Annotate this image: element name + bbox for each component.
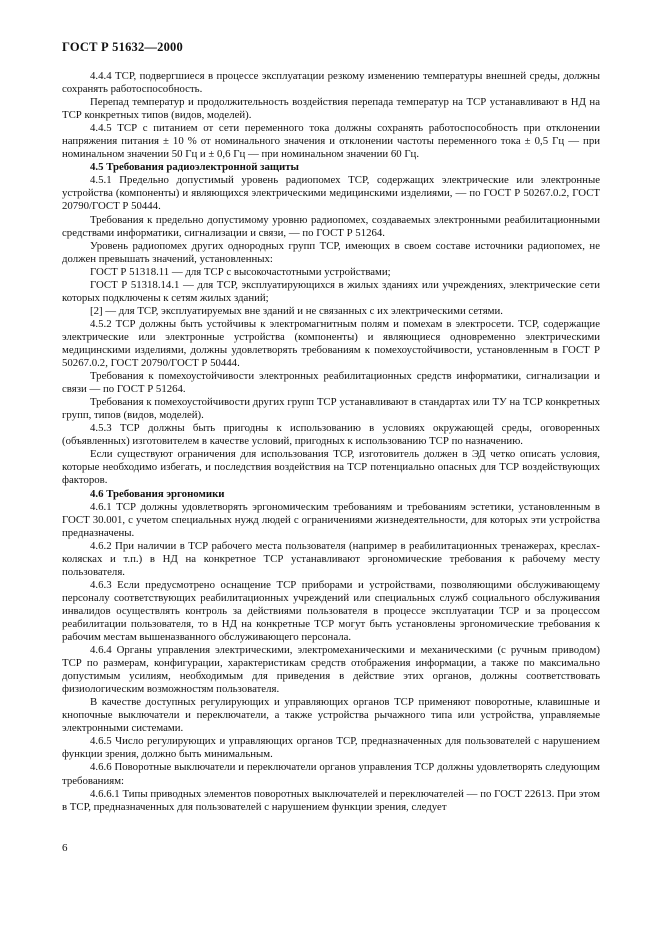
page-number: 6 xyxy=(62,842,68,854)
paragraph: ГОСТ Р 51318.11 — для ТСР с высокочастотными устройствами; xyxy=(90,265,391,278)
paragraph: 4.6.6 Поворотные выключатели и переключатели органов управления ТСР должны удовлетворять следующим требованиям: xyxy=(62,761,600,787)
paragraph: Уровень радиопомех других однородных групп ТСР, имеющих в своем составе источники радиопомех, не должен превышать значений, установленных: xyxy=(62,239,600,265)
paragraph: 4.5.1 Предельно допустимый уровень радиопомех ТСР, содержащих электрические или электронные устройства (компоненты) и являющихся электрическими медицинскими изделиями, — по ГОСТ Р 50267.0.2, ГОСТ 20790/ГОСТ Р 50444. xyxy=(62,174,600,213)
paragraph: Если существуют ограничения для использования ТСР, изготовитель должен в ЭД четко описать условия, которые необходимо избегать, и последствия воздействия на ТСР потенциально опасных для ТСР воздействующих факторов. xyxy=(62,448,600,487)
paragraph: Требования к помехоустойчивости других групп ТСР устанавливают в стандартах или ТУ на ТСР конкретных групп, типов (видов, моделей). xyxy=(62,396,600,422)
paragraph: [2] — для ТСР, эксплуатируемых вне зданий и не связанных с их электрическими сетями. xyxy=(90,304,503,317)
paragraph: 4.6.4 Органы управления электрическими, электромеханическими и механическими (с ручным приводом) ТСР по размерам, конфигурации, характеристикам средств отображения информации, а также по максимально допустимым усилиям, необходимым для приведения в действие этих органов, должны соответствовать физиологическим возможностям пользователя. xyxy=(62,644,600,696)
paragraph: 4.6.3 Если предусмотрено оснащение ТСР приборами и устройствами, позволяющими обслуживающему персоналу соответствующих реабилитационных учреждений или специальных служб социального обслуживания инвалидов осуществлять контроль за действиями пользователя в процессе эксплуатации ТСР и за процессом реабилитации пользователя, то в НД на конкретные ТСР могут быть установлены эргономические требования к рабочим местам вышеназванного обслуживающего персонала. xyxy=(62,578,600,644)
paragraph: В качестве доступных регулирующих и управляющих органов ТСР применяют поворотные, клавишные и кнопочные выключатели и переключатели, а также устройства рычажного типа или устройства, управляемые электронными системами. xyxy=(62,696,600,735)
paragraph: 4.6.5 Число регулирующих и управляющих органов ТСР, предназначенных для пользователей с нарушением функции зрения, должно быть минимальным. xyxy=(62,735,600,761)
paragraph: ГОСТ Р 51318.14.1 — для ТСР, эксплуатирующихся в жилых зданиях или учреждениях, электрические сети которых подключены к сетям жилых зданий; xyxy=(62,278,600,304)
paragraph: Перепад температур и продолжительность воздействия перепада температур на ТСР устанавливают в НД на ТСР конкретных типов (видов, моделей). xyxy=(62,96,600,122)
paragraph: 4.5.3 ТСР должны быть пригодны к использованию в условиях окружающей среды, оговоренных (объявленных) изготовителем в качестве условий, пригодных к использованию ТСР по назначению. xyxy=(62,422,600,448)
document-header: ГОСТ Р 51632—2000 xyxy=(62,40,183,54)
paragraph: 4.6.1 ТСР должны удовлетворять эргономическим требованиям и требованиям эстетики, установленным в ГОСТ 30.001, с учетом специальных нужд людей с ограничениями жизнедеятельности, для которых эти устройства предназначены. xyxy=(62,500,600,539)
paragraph: 4.6.6.1 Типы приводных элементов поворотных выключателей и переключателей — по ГОСТ 22613. При этом в ТСР, предназначенных для пользователей с нарушением функции зрения, следует xyxy=(62,787,600,813)
paragraph: 4.4.4 ТСР, подвергшиеся в процессе эксплуатации резкому изменению температуры внешней среды, должны сохранять работоспособность. xyxy=(62,70,600,96)
paragraph: 4.6.2 При наличии в ТСР рабочего места пользователя (например в реабилитационных тренажерах, креслах-колясках и т.п.) в НД на конкретное ТСР устанавливают эргономические требования к рабочему месту пользователя. xyxy=(62,539,600,578)
section-heading: 4.5 Требования радиоэлектронной защиты xyxy=(90,161,299,174)
paragraph: Требования к предельно допустимому уровню радиопомех, создаваемых электронными реабилитационными средствами информатики, сигнализации и связи, — по ГОСТ Р 51264. xyxy=(62,213,600,239)
paragraph: 4.4.5 ТСР с питанием от сети переменного тока должны сохранять работоспособность при отклонении напряжения питания ± 10 % от номинального значения и отклонении частоты переменного тока ± 0,5 Гц — при номинальном значении 50 Гц и ± 0,6 Гц — при номинальном значении 60 Гц. xyxy=(62,122,600,161)
section-heading: 4.6 Требования эргономики xyxy=(90,487,225,500)
document-body xyxy=(62,70,600,814)
paragraph: Требования к помехоустойчивости электронных реабилитационных средств информатики, сигнализации и связи — по ГОСТ Р 51264. xyxy=(62,370,600,396)
paragraph: 4.5.2 ТСР должны быть устойчивы к электромагнитным полям и помехам в электросети. ТСР, содержащие электрические или электронные устройства (компоненты) и являющиеся одновременно электрическими медицинскими изделиями, должны удовлетворять требованиям к помехоустойчивости, установленным в ГОСТ Р 50267.0.2, ГОСТ 20790/ГОСТ Р 50444. xyxy=(62,317,600,370)
